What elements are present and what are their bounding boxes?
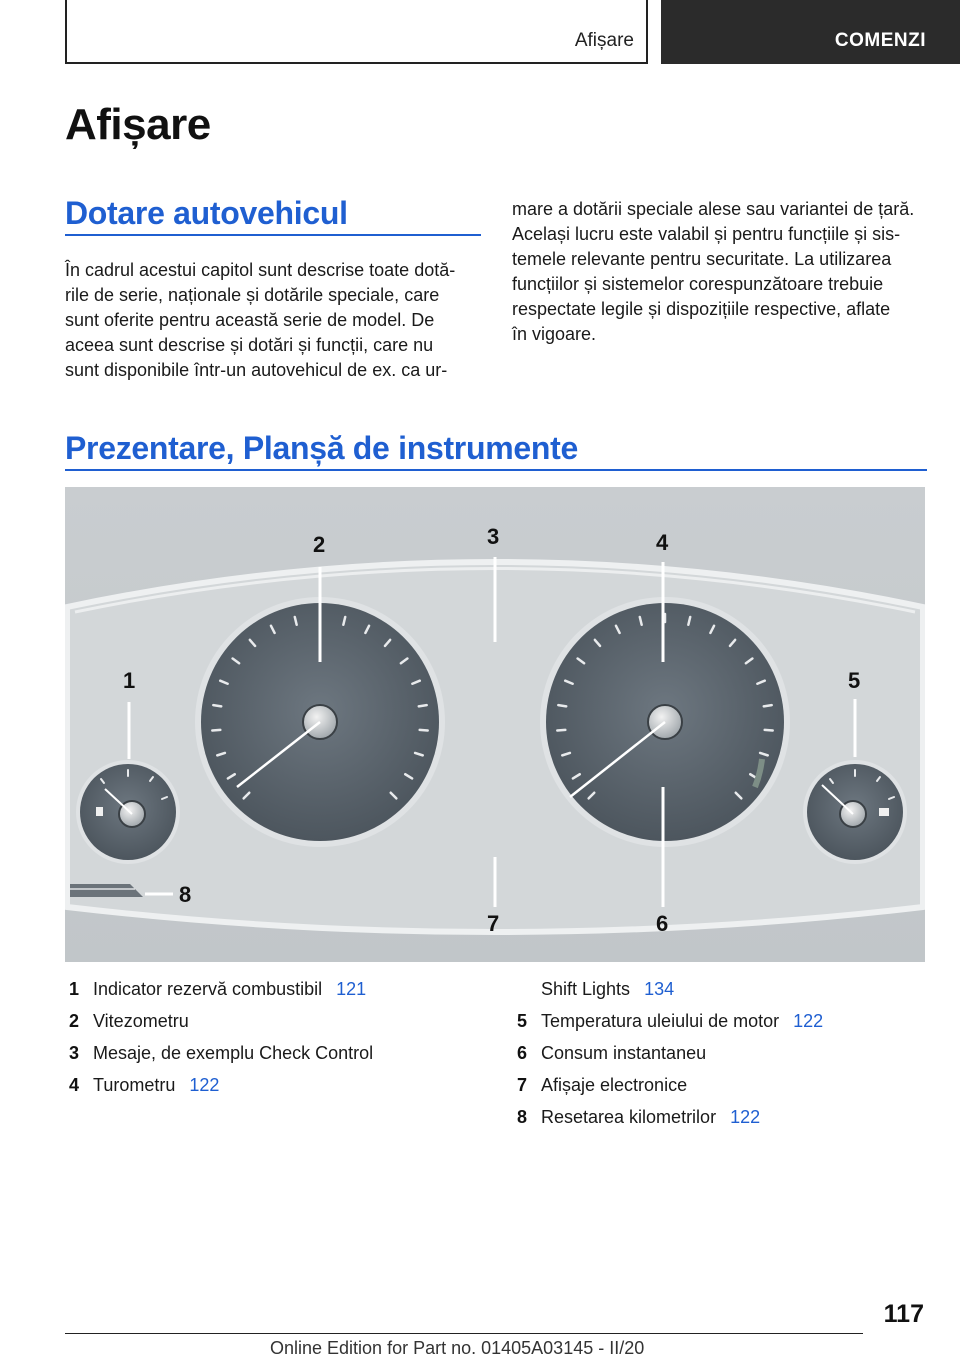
legend-number: 7	[516, 1075, 527, 1095]
legend-text: Indicator rezervă combustibil	[93, 979, 323, 999]
instrument-cluster-figure	[65, 487, 925, 962]
legend-number: 8	[516, 1107, 527, 1127]
section-heading-rule-2	[65, 469, 927, 471]
header-chapter-tab	[661, 0, 960, 64]
body-text-col1: În cadrul acestui capitol sunt descrise toate dotă- rile de serie, naționale și dotările speciale, care sunt oferite pentru această serie de model. De aceea sunt descrise și dotări și funcții, care nu sunt disponibile într-un autovehicul de ex. ca ur-	[65, 260, 456, 380]
dial-tick	[558, 705, 566, 706]
header-section-label: Afișare	[574, 30, 634, 51]
page-reference-link[interactable]: 134	[644, 979, 675, 999]
legend-number: 4	[68, 1075, 79, 1095]
legend-text: Resetarea kilometrilor	[541, 1107, 717, 1127]
legend-text: Consum instantaneu	[541, 1043, 707, 1063]
legend-item	[513, 1042, 933, 1074]
header-section-tab	[65, 0, 648, 64]
dial-tick	[420, 730, 428, 731]
page-reference-link[interactable]: 122	[793, 1011, 824, 1031]
legend-number: 5	[516, 1011, 527, 1031]
legend-item	[65, 1074, 485, 1106]
footer-rule	[65, 1333, 863, 1334]
legend-text: Mesaje, de exemplu Check Control	[93, 1043, 374, 1063]
body-text-col2: mare a dotării speciale alese sau variantei de țară. Același lucru este valabil și pentru funcțiile și sis- temele relevante pentru securitate. La utilizarea funcțiilor și sistemelor corespunzătoare trebuie respectate legile și dispozițiile respective, aflate în vigoare.	[512, 199, 915, 344]
dial-tick	[212, 730, 220, 731]
callout-4: 4	[656, 530, 669, 555]
dial-tick	[765, 730, 773, 731]
legend-item	[513, 1074, 933, 1106]
legend-item	[513, 1106, 933, 1138]
callout-3: 3	[487, 524, 500, 549]
section-heading-rule	[65, 234, 481, 236]
legend-item	[513, 1010, 933, 1042]
section-heading-prezentare: Prezentare, Planșă de instrumente	[65, 430, 578, 466]
callout-6: 6	[656, 911, 669, 936]
legend-item	[65, 1010, 485, 1042]
legend-text: Shift Lights	[541, 979, 631, 999]
callout-7: 7	[487, 911, 500, 936]
legend-list-right	[513, 978, 933, 1138]
callout-2: 2	[313, 532, 326, 557]
legend-number: 6	[516, 1043, 527, 1063]
legend-list-left	[65, 978, 485, 1106]
fuel-pump-icon	[96, 807, 103, 816]
fuel-gauge	[76, 760, 180, 864]
page-title: Afișare	[65, 100, 211, 149]
legend-text: Afișaje electronice	[541, 1075, 688, 1095]
instrument-cluster-illustration	[65, 487, 925, 962]
legend-text: Temperatura uleiului de motor	[541, 1011, 780, 1031]
dial-tick	[419, 705, 427, 706]
dial-tick	[557, 730, 565, 731]
legend-item	[513, 978, 933, 1010]
callout-8: 8	[179, 882, 192, 907]
page-number: 117	[883, 1300, 924, 1328]
legend-number: 2	[68, 1011, 79, 1031]
page-reference-link[interactable]: 122	[730, 1107, 761, 1127]
oil-temperature-gauge	[803, 760, 907, 864]
legend-item	[65, 978, 485, 1010]
dial-tick	[213, 705, 221, 706]
tachometer-dial	[540, 597, 790, 847]
page-reference-link[interactable]: 122	[189, 1075, 220, 1095]
footer-edition: Online Edition for Part no. 01405A03145 - II/20	[270, 1338, 645, 1358]
legend-item	[65, 1042, 485, 1074]
dial-tick	[764, 705, 772, 706]
legend-text: Vitezometru	[93, 1011, 189, 1031]
callout-5: 5	[848, 668, 861, 693]
legend-number: 1	[68, 979, 79, 999]
oil-can-icon	[879, 808, 889, 816]
header-chapter-label: COMENZI	[834, 30, 926, 51]
page-reference-link[interactable]: 121	[336, 979, 367, 999]
legend-text: Turometru	[93, 1075, 176, 1095]
callout-1: 1	[123, 668, 136, 693]
section-heading-dotare: Dotare autovehicul	[65, 195, 348, 231]
legend-number: 3	[68, 1043, 79, 1063]
